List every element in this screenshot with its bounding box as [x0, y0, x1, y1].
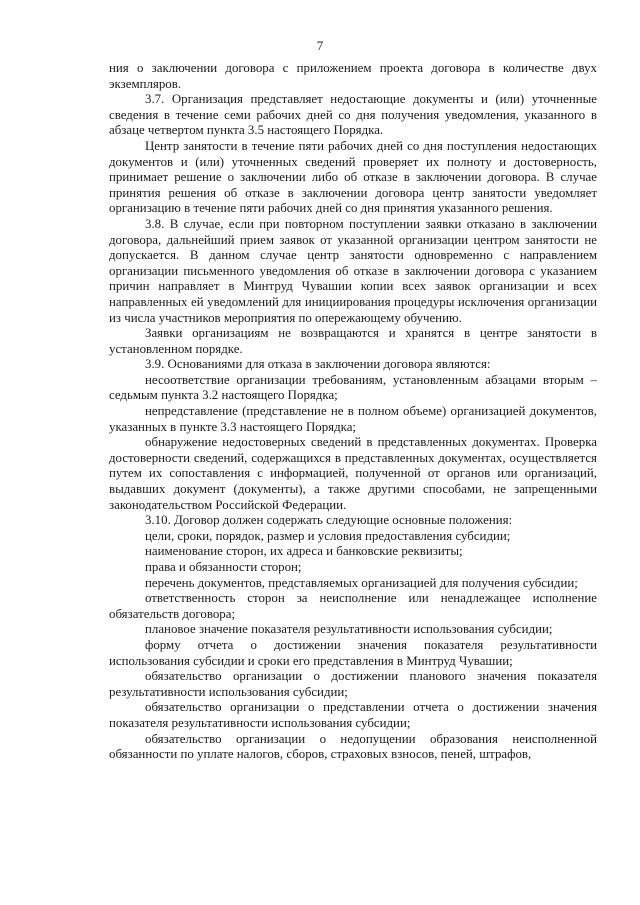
paragraph: обязательство организации о недопущении образования неисполненной обязанности по уплате налогов, сборов, страховых взносов, пеней, штрафов,: [109, 731, 597, 762]
paragraph: форму отчета о достижении значения показателя результативности использования субсидии и сроки его представления в Минтруд Чувашии;: [109, 637, 597, 668]
paragraph: несоответствие организации требованиям, установленным абзацами вторым – седьмым пункта 3.2 настоящего Порядка;: [109, 372, 597, 403]
paragraph: цели, сроки, порядок, размер и условия предоставления субсидии;: [145, 528, 511, 543]
paragraph: 3.8. В случае, если при повторном поступлении заявки отказано в заключении договора, дальнейший прием заявок от указанной организации центром занятости не допускается. В данном случае центр занятости одновременно с направлением организации письменного уведомления об отказе в заключении договора с указанием причин направляет в Минтруд Чувашии копии всех заявок организации и всех направленных ей уведомлений для инициирования процедуры исключения организации из числа участников мероприятия по опережающему обучению.: [109, 216, 597, 325]
paragraph: Центр занятости в течение пяти рабочих дней со дня поступления недостающих документов и (или) уточненных сведений проверяет их полноту и достоверность, принимает решение о заключении либо об отказе в заключении договора. В случае принятия решения об отказе в заключении договора центр занятости уведомляет организацию в течение пяти рабочих дней со дня принятия указанного решения.: [109, 138, 597, 216]
paragraph: обязательство организации о достижении планового значения показателя результативности использования субсидии;: [109, 669, 597, 699]
paragraph: обязательство организации о представлении отчета о достижении значения показателя результативности использования субсидии;: [109, 700, 597, 730]
paragraph: непредставление (представление не в полном объеме) организацией документов, указанных в пункте 3.3 настоящего Порядка;: [109, 404, 597, 434]
document-body: [109, 61, 597, 763]
paragraph: обнаружение недостоверных сведений в представленных документах. Проверка достоверности сведений, содержащихся в представленных документах, осуществляется путем их сопоставления с информацией, полученной от органов или организаций, выдавших документ (документы), а также другими способами, не запрещенными законодательством Российской Федерации.: [109, 435, 597, 512]
paragraph: права и обязанности сторон;: [145, 560, 302, 574]
page-number: 7: [316, 38, 324, 53]
paragraph: ответственность сторон за неисполнение или ненадлежащее исполнение обязательств договора;: [109, 591, 597, 621]
paragraph: плановое значение показателя результативности использования субсидии;: [145, 622, 553, 637]
paragraph: 3.7. Организация представляет недостающие документы и (или) уточненные сведения в течение семи рабочих дней со дня получения уведомления, указанного в абзаце четвертом пункта 3.5 настоящего Порядка.: [109, 92, 597, 138]
paragraph: 3.9. Основаниями для отказа в заключении договора являются:: [145, 357, 491, 372]
paragraph: Заявки организациям не возвращаются и хранятся в центре занятости в установленном порядке.: [109, 326, 597, 356]
paragraph: наименование сторон, их адреса и банковские реквизиты;: [145, 544, 463, 559]
paragraph: ния о заключении договора с приложением проекта договора в количестве двух экземпляров.: [109, 61, 597, 91]
paragraph: 3.10. Договор должен содержать следующие основные положения:: [145, 513, 513, 528]
paragraph: перечень документов, представляемых организацией для получения субсидии;: [145, 575, 578, 590]
